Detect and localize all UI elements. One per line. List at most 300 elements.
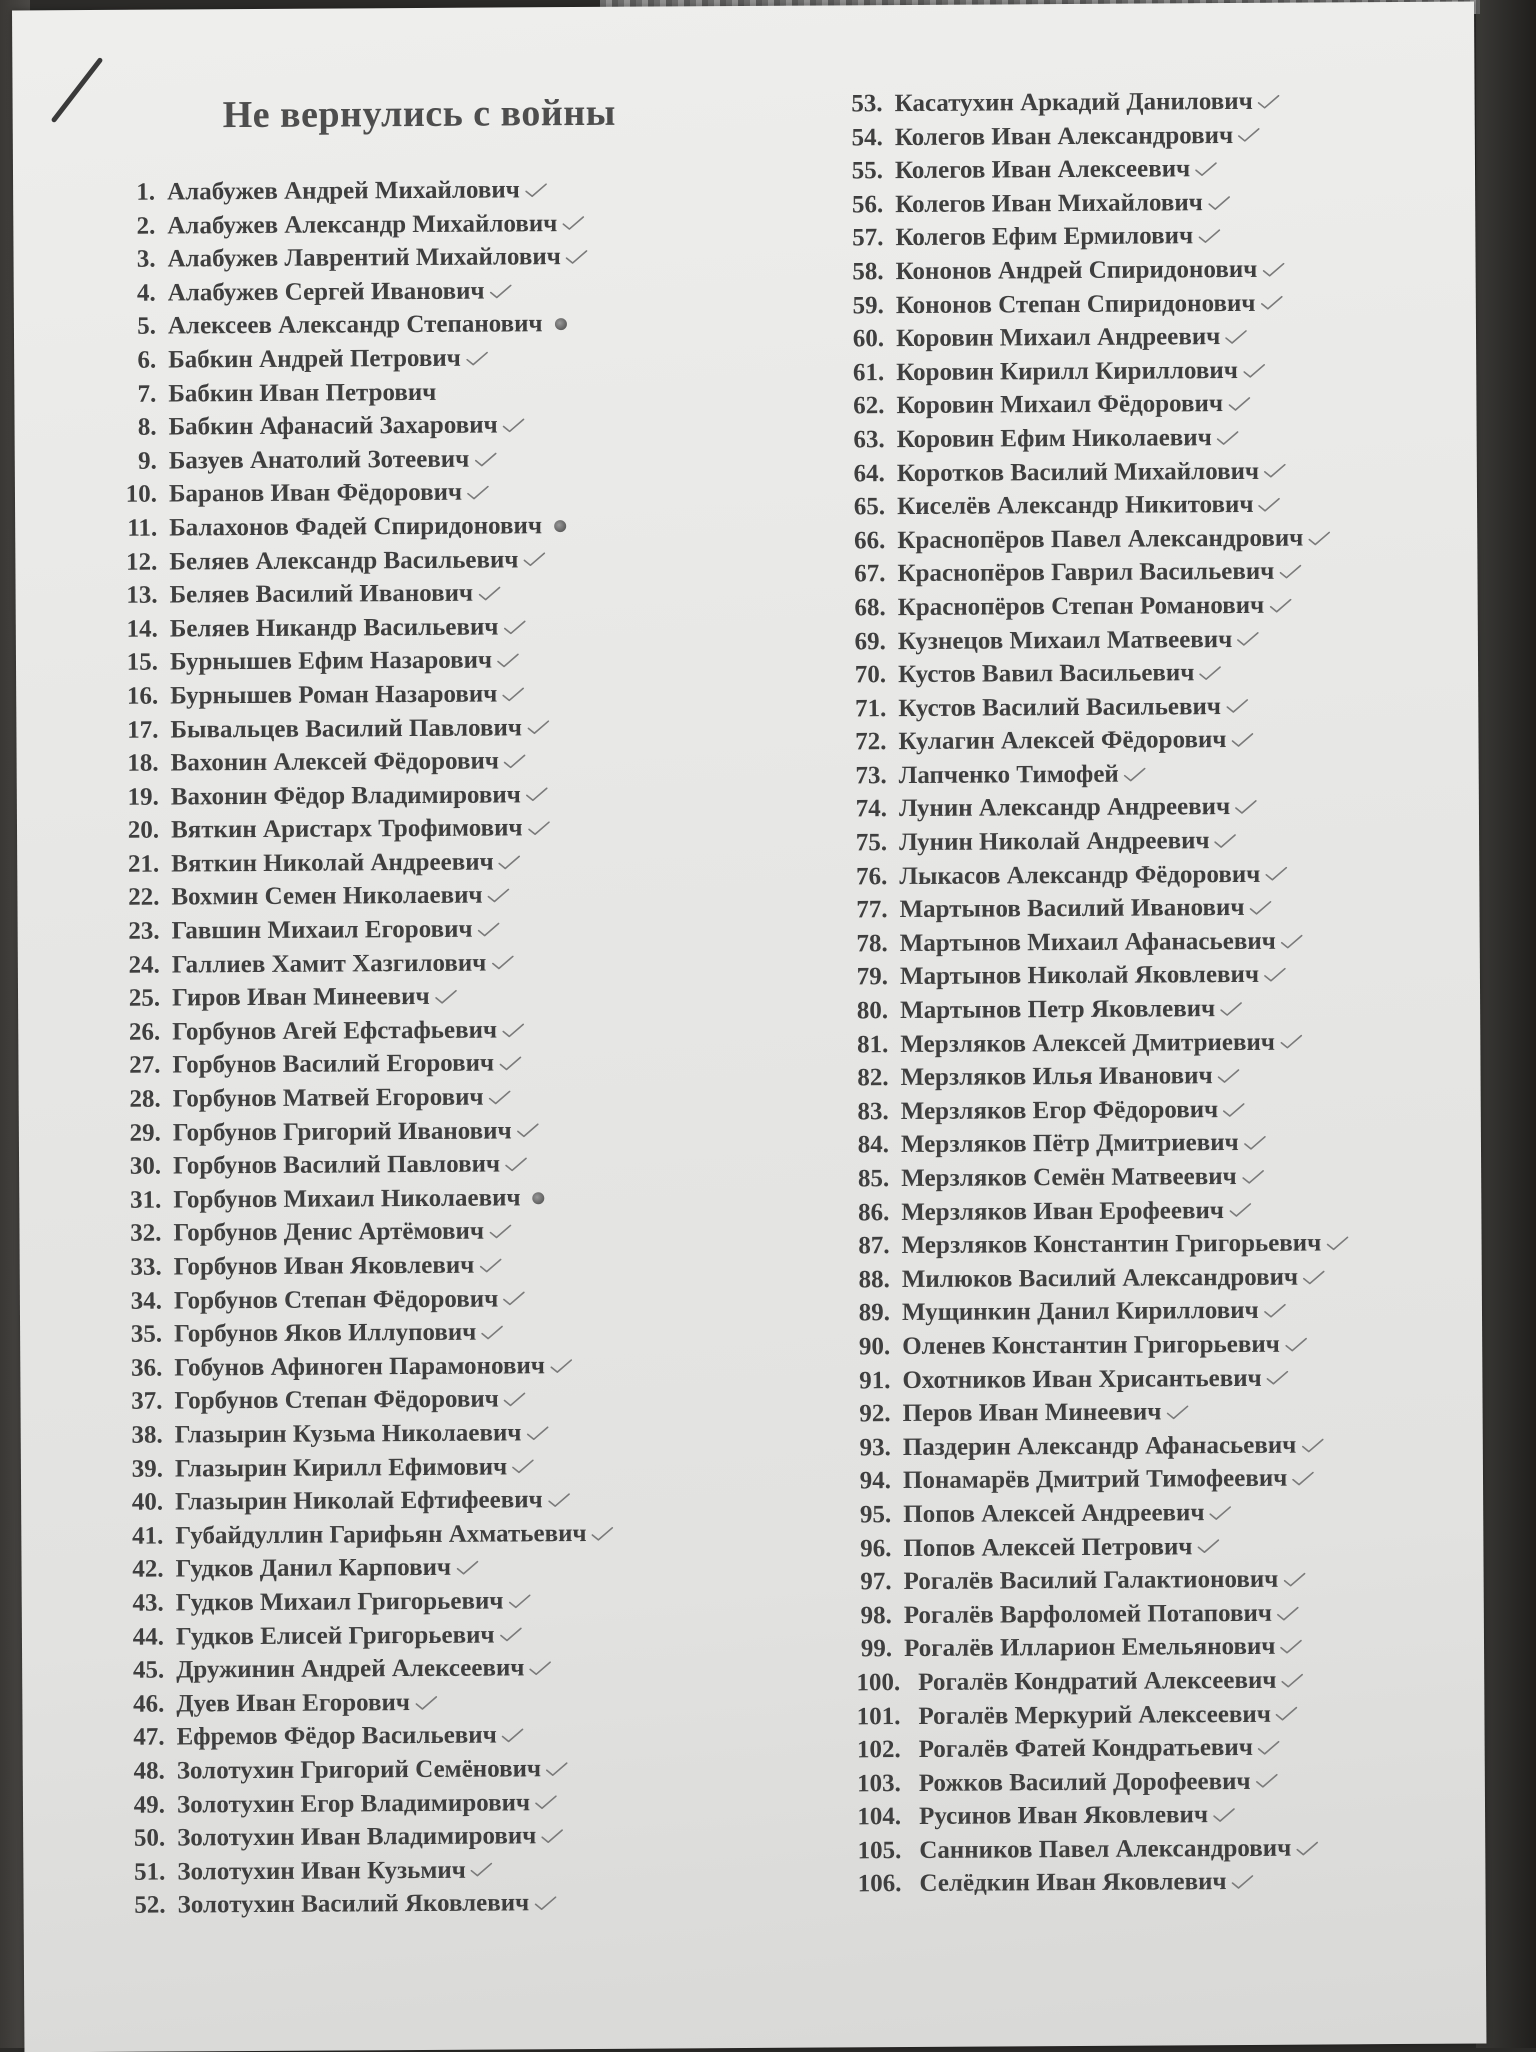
check-mark-icon bbox=[434, 989, 458, 1005]
list-item-name: Горбунов Денис Артёмович bbox=[173, 1218, 485, 1247]
list-item bbox=[832, 387, 1344, 424]
list-item bbox=[125, 744, 610, 781]
list-item-name: Горбунов Агей Ефстафьевич bbox=[172, 1016, 498, 1046]
list-item bbox=[838, 1260, 1350, 1297]
list-item-number: 48. bbox=[133, 1757, 165, 1785]
list-item-name: Горбунов Василий Егорович bbox=[172, 1049, 495, 1079]
list-item-number: 38. bbox=[131, 1421, 163, 1449]
list-item bbox=[840, 1562, 1352, 1599]
list-item-number: 30. bbox=[129, 1152, 162, 1180]
check-mark-icon bbox=[516, 1123, 540, 1139]
list-item bbox=[131, 1852, 616, 1889]
check-mark-icon bbox=[1236, 631, 1260, 647]
dot-mark-icon bbox=[555, 318, 567, 330]
check-mark-icon bbox=[1219, 1001, 1243, 1017]
list-item-name: Алабужев Сергей Иванович bbox=[167, 277, 485, 307]
check-mark-icon bbox=[503, 753, 527, 769]
list-item bbox=[838, 1294, 1350, 1331]
list-column-right bbox=[830, 84, 1353, 1901]
list-item bbox=[131, 1752, 616, 1789]
list-item bbox=[127, 1214, 612, 1251]
check-mark-icon bbox=[1214, 833, 1238, 849]
list-item-number: 98. bbox=[860, 1601, 892, 1630]
list-item-name: Рогалёв Василий Галактионович bbox=[903, 1565, 1279, 1596]
list-item bbox=[130, 1584, 615, 1621]
check-mark-icon bbox=[1275, 1706, 1299, 1722]
list-item bbox=[121, 240, 606, 277]
list-item bbox=[122, 408, 607, 445]
check-mark-icon bbox=[1123, 766, 1147, 782]
list-item-name: Коровин Михаил Андреевич bbox=[895, 323, 1221, 353]
list-item-number: 31. bbox=[129, 1186, 162, 1214]
list-item-number: 29. bbox=[129, 1119, 161, 1147]
check-mark-icon bbox=[1248, 900, 1272, 916]
list-item-number: 53. bbox=[851, 90, 883, 118]
list-item-name: Русинов Иван Яковлевич bbox=[918, 1801, 1209, 1831]
list-item-number: 11. bbox=[127, 514, 158, 542]
list-item bbox=[839, 1529, 1351, 1566]
list-item-number: 23. bbox=[128, 917, 160, 945]
check-mark-icon bbox=[1257, 497, 1281, 513]
list-item bbox=[831, 219, 1343, 256]
list-item-number: 71. bbox=[854, 694, 887, 723]
list-item bbox=[126, 945, 611, 982]
list-item-number: 100. bbox=[856, 1668, 901, 1697]
list-item bbox=[129, 1517, 614, 1554]
list-item bbox=[835, 790, 1347, 827]
check-mark-icon bbox=[501, 1727, 525, 1743]
list-item bbox=[837, 1126, 1349, 1163]
list-item-number: 63. bbox=[853, 426, 885, 454]
list-item-name: Гудков Данил Карпович bbox=[175, 1554, 452, 1583]
list-item-number: 41. bbox=[132, 1522, 164, 1550]
check-mark-icon bbox=[1295, 1840, 1319, 1856]
list-item-name: Мартынов Николай Яковлевич bbox=[899, 961, 1260, 991]
list-item-number: 9. bbox=[137, 447, 157, 475]
check-mark-icon bbox=[545, 1761, 569, 1777]
check-mark-icon bbox=[565, 249, 589, 265]
check-mark-icon bbox=[1207, 195, 1231, 211]
list-item-name: Рогалёв Кондратий Алексеевич bbox=[918, 1666, 1277, 1696]
list-item-number: 44. bbox=[132, 1623, 165, 1651]
list-item-number: 42. bbox=[132, 1555, 164, 1584]
list-item-number: 82. bbox=[857, 1064, 889, 1092]
list-item-name: Ефремов Фёдор Васильевич bbox=[176, 1721, 497, 1751]
check-mark-icon bbox=[486, 888, 510, 904]
list-item-number: 59. bbox=[852, 291, 884, 319]
list-item bbox=[124, 677, 609, 714]
check-mark-icon bbox=[540, 1828, 564, 1844]
list-item-number: 47. bbox=[133, 1723, 165, 1752]
list-item-name: Глазырин Кирилл Ефимович bbox=[174, 1453, 508, 1483]
check-mark-icon bbox=[502, 619, 526, 635]
check-mark-icon bbox=[414, 1694, 438, 1710]
list-item bbox=[123, 509, 608, 546]
list-item bbox=[834, 723, 1346, 760]
check-mark-icon bbox=[1263, 463, 1287, 479]
list-item-number: 37. bbox=[131, 1387, 163, 1416]
list-item-number: 102. bbox=[856, 1736, 901, 1764]
list-item-name: Глазырин Николай Ефтифеевич bbox=[175, 1486, 543, 1516]
check-mark-icon bbox=[1234, 799, 1258, 815]
check-mark-icon bbox=[1198, 665, 1222, 681]
paper-sheet bbox=[12, 2, 1486, 2052]
list-item-number: 19. bbox=[127, 783, 159, 811]
list-item-number: 78. bbox=[856, 929, 888, 958]
list-item bbox=[835, 891, 1347, 928]
check-mark-icon bbox=[478, 1257, 502, 1273]
list-item bbox=[837, 1193, 1349, 1230]
check-mark-icon bbox=[1212, 1807, 1236, 1823]
list-item-number: 54. bbox=[851, 123, 883, 151]
list-item bbox=[836, 991, 1348, 1028]
list-item-number: 91. bbox=[859, 1366, 891, 1394]
list-item-name: Беляев Александр Васильевич bbox=[169, 545, 519, 576]
check-mark-icon bbox=[1257, 94, 1281, 110]
check-mark-icon bbox=[1257, 1740, 1281, 1756]
list-item-number: 68. bbox=[854, 594, 886, 622]
list-item-name: Вяткин Николай Андреевич bbox=[171, 848, 494, 878]
list-item-number: 95. bbox=[859, 1501, 892, 1529]
check-mark-icon bbox=[1266, 1370, 1290, 1386]
list-item-name: Мерзляков Егор Фёдорович bbox=[900, 1095, 1219, 1125]
list-item-name: Бывальцев Василий Павлович bbox=[170, 713, 523, 744]
check-mark-icon bbox=[1264, 866, 1288, 882]
list-item-name: Кустов Василий Васильевич bbox=[898, 692, 1222, 722]
list-item-name: Кузнецов Михаил Матвеевич bbox=[897, 625, 1233, 655]
list-item-number: 64. bbox=[853, 459, 885, 487]
list-item bbox=[830, 84, 1342, 121]
list-item bbox=[838, 1327, 1350, 1364]
check-mark-icon bbox=[477, 585, 501, 601]
check-mark-icon bbox=[534, 1794, 558, 1810]
list-item-name: Оленев Константин Григорьевич bbox=[902, 1330, 1280, 1361]
list-item-number: 22. bbox=[128, 884, 160, 912]
list-item bbox=[127, 1080, 612, 1117]
list-item-name: Коровин Михаил Фёдорович bbox=[896, 390, 1224, 420]
check-mark-icon bbox=[1230, 732, 1254, 748]
check-mark-icon bbox=[527, 820, 551, 836]
check-mark-icon bbox=[591, 1525, 615, 1541]
check-mark-icon bbox=[1282, 1572, 1306, 1588]
check-mark-icon bbox=[477, 921, 501, 937]
list-item-name: Мущинкин Данил Кириллович bbox=[901, 1297, 1259, 1327]
list-item bbox=[128, 1248, 613, 1285]
list-item-name: Паздерин Александр Афанасьевич bbox=[902, 1431, 1297, 1461]
list-item bbox=[130, 1651, 615, 1688]
list-item-number: 50. bbox=[133, 1824, 166, 1852]
list-item-number: 43. bbox=[132, 1589, 164, 1617]
check-mark-icon bbox=[488, 1224, 512, 1240]
list-item-name: Мерзляков Иван Ерофеевич bbox=[901, 1196, 1224, 1226]
list-item-name: Кононов Степан Спиридонович bbox=[895, 289, 1256, 319]
list-item-number: 14. bbox=[126, 615, 158, 643]
list-item bbox=[833, 487, 1345, 524]
check-mark-icon bbox=[1263, 1303, 1287, 1319]
list-item bbox=[836, 1059, 1348, 1096]
list-item-name: Гавшин Михаил Егорович bbox=[171, 915, 473, 945]
list-item-number: 27. bbox=[129, 1052, 161, 1080]
check-mark-icon bbox=[1217, 1068, 1241, 1084]
list-item bbox=[121, 206, 606, 243]
list-item bbox=[831, 185, 1343, 222]
check-mark-icon bbox=[466, 485, 490, 501]
list-item-name: Селёдкин Иван Яковлевич bbox=[919, 1868, 1227, 1898]
check-mark-icon bbox=[547, 1492, 571, 1508]
list-item bbox=[126, 1013, 611, 1050]
list-item-name: Мерзляков Алексей Дмитриевич bbox=[900, 1028, 1276, 1058]
list-item bbox=[128, 1315, 613, 1352]
list-item-name: Коротков Василий Михайлович bbox=[896, 457, 1260, 487]
list-item-number: 67. bbox=[854, 560, 886, 588]
check-mark-icon bbox=[561, 215, 585, 231]
list-item-number: 36. bbox=[130, 1354, 163, 1382]
list-item-number: 5. bbox=[137, 312, 157, 341]
list-item bbox=[122, 374, 607, 411]
list-item bbox=[839, 1394, 1351, 1431]
list-item bbox=[129, 1483, 614, 1520]
check-mark-icon bbox=[1165, 1404, 1189, 1420]
list-item bbox=[841, 1730, 1353, 1767]
list-item-name: Баранов Иван Фёдорович bbox=[168, 479, 463, 508]
list-item-number: 26. bbox=[128, 1018, 161, 1046]
list-item bbox=[131, 1886, 616, 1923]
list-item-name: Горбунов Григорий Иванович bbox=[172, 1117, 512, 1147]
list-item-name: Мерзляков Илья Иванович bbox=[900, 1062, 1213, 1092]
list-item-number: 88. bbox=[858, 1265, 890, 1294]
list-item-number: 56. bbox=[851, 190, 884, 219]
list-item-name: Вахонин Алексей Фёдорович bbox=[170, 747, 499, 777]
list-item-name: Беляев Никандр Васильевич bbox=[169, 613, 499, 643]
list-item-name: Галлиев Хамит Хазгилович bbox=[171, 949, 487, 979]
check-mark-icon bbox=[1194, 161, 1218, 177]
list-item-name: Бабкин Афанасий Захарович bbox=[168, 411, 498, 441]
list-item-number: 77. bbox=[856, 896, 888, 924]
list-item-number: 6. bbox=[137, 346, 157, 374]
check-mark-icon bbox=[1280, 1672, 1304, 1688]
list-item bbox=[839, 1462, 1351, 1499]
list-item-number: 18. bbox=[127, 749, 159, 777]
list-item-number: 89. bbox=[858, 1299, 891, 1327]
list-item bbox=[124, 610, 609, 647]
list-item-number: 39. bbox=[131, 1455, 164, 1483]
list-item-number: 20. bbox=[127, 816, 160, 845]
list-item-name: Мерзляков Пётр Дмитриевич bbox=[900, 1129, 1239, 1159]
list-item bbox=[836, 1025, 1348, 1062]
list-item-name: Лыкасов Александр Фёдорович bbox=[899, 860, 1261, 890]
check-mark-icon bbox=[489, 283, 513, 299]
list-item-name: Глазырин Кузьма Николаевич bbox=[174, 1419, 522, 1449]
check-mark-icon bbox=[504, 1156, 528, 1172]
list-item-name: Коровин Кирилл Кириллович bbox=[896, 356, 1238, 386]
list-item-number: 28. bbox=[129, 1085, 161, 1113]
check-mark-icon bbox=[503, 1392, 527, 1408]
list-item-name: Вохмин Семен Николаевич bbox=[171, 882, 483, 911]
list-item-number: 80. bbox=[856, 997, 889, 1025]
check-mark-icon bbox=[1307, 530, 1331, 546]
list-item-name: Горбунов Иван Яковлевич bbox=[173, 1251, 475, 1281]
list-item-number: 83. bbox=[857, 1097, 889, 1126]
check-mark-icon bbox=[502, 1291, 526, 1307]
list-item-name: Бабкин Андрей Петрович bbox=[168, 344, 461, 374]
list-item-number: 57. bbox=[852, 224, 884, 252]
check-mark-icon bbox=[470, 1862, 494, 1878]
list-item-name: Колегов Ефим Ермилович bbox=[895, 222, 1194, 252]
list-item-number: 21. bbox=[127, 850, 160, 878]
list-item-number: 16. bbox=[126, 682, 159, 710]
list-item-number: 81. bbox=[857, 1030, 889, 1058]
check-mark-icon bbox=[526, 719, 550, 735]
check-mark-icon bbox=[1197, 228, 1221, 244]
list-item-name: Мерзляков Семён Матвеевич bbox=[901, 1163, 1237, 1193]
check-mark-icon bbox=[490, 955, 514, 971]
list-item-name: Гиров Иван Минеевич bbox=[171, 983, 430, 1012]
background-right-edge bbox=[1476, 0, 1536, 2048]
list-item bbox=[127, 1147, 612, 1184]
list-item-name: Гобунов Афиноген Парамонович bbox=[174, 1352, 545, 1382]
list-item-number: 60. bbox=[852, 325, 885, 353]
list-item-name: Бурнышев Ефим Назарович bbox=[169, 646, 493, 676]
list-item-number: 12. bbox=[126, 548, 158, 576]
list-item-name: Губайдуллин Гарифьян Ахматьевич bbox=[175, 1519, 587, 1550]
list-item bbox=[840, 1596, 1352, 1633]
list-item bbox=[835, 756, 1347, 793]
list-column-left bbox=[121, 173, 617, 1923]
list-item-number: 1. bbox=[136, 178, 156, 206]
list-item-name: Понамарёв Дмитрий Тимофеевич bbox=[902, 1465, 1288, 1495]
list-item-number: 74. bbox=[855, 795, 887, 823]
list-item-number: 79. bbox=[856, 963, 889, 991]
check-mark-icon bbox=[1279, 1034, 1303, 1050]
check-mark-icon bbox=[1279, 1639, 1303, 1655]
list-item bbox=[123, 475, 608, 512]
list-item-name: Вахонин Фёдор Владимирович bbox=[170, 781, 521, 811]
list-item bbox=[831, 118, 1343, 155]
list-item bbox=[835, 823, 1347, 860]
list-item bbox=[832, 252, 1344, 289]
check-mark-icon bbox=[1224, 329, 1248, 345]
check-mark-icon bbox=[507, 1593, 531, 1609]
list-item-name: Беляев Василий Иванович bbox=[169, 579, 474, 609]
check-mark-icon bbox=[1261, 261, 1285, 277]
check-mark-icon bbox=[1291, 1471, 1315, 1487]
list-item bbox=[833, 521, 1345, 558]
list-item-name: Балахонов Фадей Спиридонович bbox=[169, 512, 543, 542]
check-mark-icon bbox=[1225, 698, 1249, 714]
list-item bbox=[121, 173, 606, 210]
list-item-number: 17. bbox=[127, 716, 159, 744]
list-item bbox=[837, 1227, 1349, 1264]
check-mark-icon bbox=[498, 854, 522, 870]
list-item bbox=[130, 1685, 615, 1722]
check-mark-icon bbox=[465, 350, 489, 366]
list-item-number: 96. bbox=[860, 1534, 892, 1562]
list-item bbox=[126, 912, 611, 949]
check-mark-icon bbox=[1231, 1874, 1255, 1890]
list-item bbox=[841, 1798, 1353, 1835]
check-mark-icon bbox=[1300, 1437, 1324, 1453]
list-item-name: Горбунов Василий Павлович bbox=[172, 1150, 501, 1180]
list-item bbox=[834, 622, 1346, 659]
list-item-number: 58. bbox=[852, 258, 884, 286]
list-item-name: Краснопёров Павел Александрович bbox=[897, 524, 1304, 554]
list-item-number: 84. bbox=[857, 1131, 890, 1159]
list-item-number: 52. bbox=[134, 1891, 166, 1920]
list-item-number: 3. bbox=[136, 245, 156, 273]
list-item-number: 7. bbox=[137, 380, 157, 408]
list-item bbox=[840, 1663, 1352, 1700]
list-item-number: 4. bbox=[136, 279, 156, 307]
list-item-name: Мартынов Василий Иванович bbox=[899, 894, 1245, 924]
check-mark-icon bbox=[501, 1022, 525, 1038]
check-mark-icon bbox=[511, 1459, 535, 1475]
list-item bbox=[128, 1349, 613, 1386]
list-item-name: Золотухин Иван Кузьмич bbox=[177, 1856, 466, 1886]
check-mark-icon bbox=[1196, 1538, 1220, 1554]
list-item-name: Краснопёров Степан Романович bbox=[897, 591, 1265, 621]
list-item-number: 25. bbox=[128, 984, 161, 1013]
list-item-number: 75. bbox=[855, 829, 888, 857]
list-item-number: 65. bbox=[853, 493, 886, 521]
list-item-number: 85. bbox=[857, 1165, 890, 1193]
list-item-name: Колегов Иван Александрович bbox=[894, 121, 1234, 151]
list-item-name: Золотухин Егор Владимирович bbox=[176, 1788, 531, 1818]
list-item-number: 51. bbox=[134, 1858, 166, 1886]
check-mark-icon bbox=[1278, 564, 1302, 580]
list-item bbox=[131, 1819, 616, 1856]
list-item bbox=[124, 710, 609, 747]
list-item-name: Охотников Иван Хрисантьевич bbox=[902, 1364, 1262, 1394]
list-item bbox=[123, 542, 608, 579]
list-item-name: Алексеев Александр Степанович bbox=[167, 310, 543, 340]
list-item-number: 35. bbox=[130, 1320, 163, 1348]
check-mark-icon bbox=[455, 1560, 479, 1576]
check-mark-icon bbox=[1255, 1773, 1279, 1789]
list-item-name: Рогалёв Илларион Емельянович bbox=[903, 1633, 1276, 1663]
list-item bbox=[124, 643, 609, 680]
list-item-name: Кулагин Алексей Фёдорович bbox=[898, 726, 1227, 756]
list-item bbox=[834, 588, 1346, 625]
check-mark-icon bbox=[522, 552, 546, 568]
check-mark-icon bbox=[1280, 933, 1304, 949]
check-mark-icon bbox=[502, 417, 526, 433]
list-item-number: 69. bbox=[854, 627, 886, 655]
list-item-name: Кононов Андрей Спиридонович bbox=[895, 255, 1258, 286]
list-item bbox=[839, 1495, 1351, 1532]
list-item-number: 73. bbox=[855, 762, 887, 790]
check-mark-icon bbox=[501, 686, 525, 702]
check-mark-icon bbox=[1228, 1202, 1252, 1218]
page-title: Не вернулись с войны bbox=[222, 91, 616, 137]
list-item bbox=[841, 1764, 1353, 1801]
list-item bbox=[130, 1617, 615, 1654]
list-item-name: Попов Алексей Петрович bbox=[903, 1532, 1193, 1562]
list-item bbox=[123, 442, 608, 479]
list-item bbox=[840, 1630, 1352, 1667]
list-item bbox=[836, 924, 1348, 961]
dot-mark-icon bbox=[533, 1192, 545, 1204]
list-item bbox=[832, 319, 1344, 356]
check-mark-icon bbox=[549, 1358, 573, 1374]
list-item bbox=[837, 1092, 1349, 1129]
list-item-number: 105. bbox=[857, 1836, 902, 1865]
list-item-name: Бабкин Иван Петрович bbox=[168, 378, 437, 408]
list-item bbox=[841, 1865, 1353, 1902]
list-item-number: 104. bbox=[857, 1803, 902, 1831]
list-item-name: Колегов Иван Михайлович bbox=[895, 188, 1203, 218]
list-item-name: Алабужев Андрей Михайлович bbox=[167, 176, 520, 206]
check-mark-icon bbox=[1263, 967, 1287, 983]
